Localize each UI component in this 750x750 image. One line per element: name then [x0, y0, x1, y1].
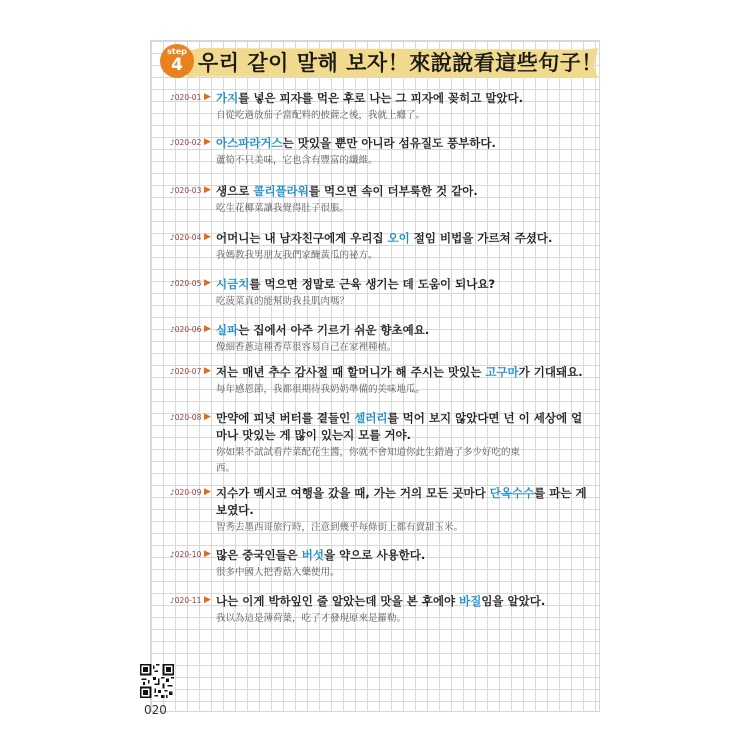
play-arrow-icon: ▶: [204, 232, 211, 242]
sentence-text: 지수가 멕시코 여행을 갔을 때, 가는 거의 모든 곳마다: [216, 486, 490, 500]
sentence-text: 만약에 피넛 버터를 곁들인: [216, 411, 355, 425]
vocab-highlight: 바질: [459, 594, 482, 608]
korean-sentence: [216, 485, 587, 501]
play-arrow-icon: ▶: [204, 137, 211, 147]
sentence-text: 어머니는 내 남자친구에게 우리집: [216, 231, 388, 245]
play-arrow-icon: ▶: [204, 278, 211, 288]
korean-sentence: [216, 427, 411, 443]
vocab-highlight: 버섯: [301, 548, 324, 562]
sentence-text: 마나 맛있는 게 많이 있는지 모를 거야.: [216, 428, 412, 442]
chinese-translation: 我以為這是薄荷葉，吃了才發現原來是羅勒。: [216, 613, 407, 624]
vocab-highlight: 실파: [216, 323, 239, 337]
sentence-text: 보였다.: [216, 503, 254, 517]
vocab-highlight: 오이: [387, 231, 410, 245]
korean-sentence: [216, 276, 495, 292]
korean-sentence: [216, 547, 425, 563]
sentence-text: 를 먹어 보지 않았다면 넌 이 세상에 얼: [387, 411, 583, 425]
audio-track-label[interactable]: ♪020-03: [170, 186, 202, 195]
chinese-translation: 很多中國人把香菇入藥使用。: [216, 567, 340, 578]
chinese-translation: 西。: [216, 463, 236, 474]
sentence-text: 임을 알았다.: [481, 594, 546, 608]
korean-sentence: [216, 364, 583, 380]
audio-track-label[interactable]: ♪020-05: [170, 279, 202, 288]
chinese-translation: 你如果不試試看芹菜配花生醬，你就不會知道你此生錯過了多少好吃的東: [216, 447, 521, 458]
korean-sentence: [216, 322, 429, 338]
step-number: 4: [171, 55, 183, 75]
audio-track-label[interactable]: ♪020-06: [170, 325, 202, 334]
section-header: [160, 44, 603, 82]
korean-sentence: [216, 183, 478, 199]
sentence-text: 는 집에서 아주 기르기 쉬운 향초예요.: [238, 323, 430, 337]
korean-sentence: [216, 502, 254, 518]
sentence-text: 를 먹으면 정말로 근육 생기는 데 도움이 되나요?: [249, 277, 496, 291]
audio-track-label[interactable]: ♪020-01: [170, 93, 202, 102]
sentence-text: 저는 매년 추수 감사절 때 할머니가 해 주시는 맛있는: [216, 365, 486, 379]
audio-track-label[interactable]: ♪020-10: [170, 550, 202, 559]
play-arrow-icon: ▶: [204, 549, 211, 559]
step-word: step: [167, 47, 187, 56]
play-arrow-icon: ▶: [204, 412, 211, 422]
vocab-highlight: 고구마: [485, 365, 519, 379]
vocab-highlight: 단옥수수: [489, 486, 535, 500]
korean-sentence: [216, 135, 496, 151]
chinese-translation: 每年感恩節，我都很期待我奶奶準備的美味地瓜。: [216, 384, 426, 395]
korean-sentence: [216, 593, 545, 609]
chinese-translation: 吃生花椰菜讓我覺得肚子很脹。: [216, 203, 350, 214]
sentence-text: 를 먹으면 속이 더부룩한 것 같아.: [308, 184, 478, 198]
sentence-text: 생으로: [216, 184, 254, 198]
chinese-translation: 吃菠菜真的能幫助我長肌肉嗎？: [216, 296, 350, 307]
vocab-highlight: 셀러리: [354, 411, 388, 425]
vocab-highlight: 콜리플라워: [253, 184, 309, 198]
chinese-translation: 蘆筍不只美味，它也含有豐富的纖維。: [216, 155, 378, 166]
korean-sentence: [216, 230, 552, 246]
sentence-text: 절임 비법을 가르쳐 주셨다.: [409, 231, 553, 245]
chinese-translation: 我媽教我男朋友我們家醃黃瓜的祕方。: [216, 250, 378, 261]
audio-track-label[interactable]: ♪020-09: [170, 488, 202, 497]
chinese-translation: 自從吃過放茄子當配料的披薩之後，我就上癮了。: [216, 110, 426, 121]
sentence-text: 많은 중국인들은: [216, 548, 302, 562]
play-arrow-icon: ▶: [204, 487, 211, 497]
vocab-highlight: 시금치: [216, 277, 250, 291]
chinese-translation: 智秀去墨西哥旅行時，注意到幾乎每條街上都有賣甜玉米。: [216, 522, 464, 533]
page-number: 020: [144, 703, 167, 717]
sentence-text: 을 약으로 사용한다.: [324, 548, 426, 562]
vocab-highlight: 가지: [216, 91, 239, 105]
vocab-highlight: 아스파라거스: [216, 136, 283, 150]
audio-track-label[interactable]: ♪020-02: [170, 138, 202, 147]
sentence-text: 를 파는 게: [534, 486, 587, 500]
play-arrow-icon: ▶: [204, 92, 211, 102]
sentence-text: 가 기대돼요.: [518, 365, 583, 379]
sentence-text: 를 넣은 피자를 먹은 후로 나는 그 피자에 꽂히고 말았다.: [238, 91, 524, 105]
play-arrow-icon: ▶: [204, 595, 211, 605]
korean-sentence: [216, 410, 582, 426]
korean-sentence: [216, 90, 523, 106]
section-title: 우리 같이 말해 보자！來說說看這些句子！: [198, 51, 603, 75]
play-arrow-icon: ▶: [204, 324, 211, 334]
chinese-translation: 像細香蔥這種香草很容易自己在家裡種植。: [216, 342, 397, 353]
sentence-text: 나는 이게 박하잎인 줄 알았는데 맛을 본 후에야: [216, 594, 460, 608]
audio-track-label[interactable]: ♪020-08: [170, 413, 202, 422]
audio-track-label[interactable]: ♪020-07: [170, 367, 202, 376]
qr-code-icon[interactable]: [140, 664, 174, 698]
audio-track-label[interactable]: ♪020-04: [170, 233, 202, 242]
play-arrow-icon: ▶: [204, 366, 211, 376]
audio-track-label[interactable]: ♪020-11: [170, 596, 202, 605]
play-arrow-icon: ▶: [204, 185, 211, 195]
step-badge: [160, 44, 194, 78]
sentence-text: 는 맛있을 뿐만 아니라 섬유질도 풍부하다.: [282, 136, 496, 150]
